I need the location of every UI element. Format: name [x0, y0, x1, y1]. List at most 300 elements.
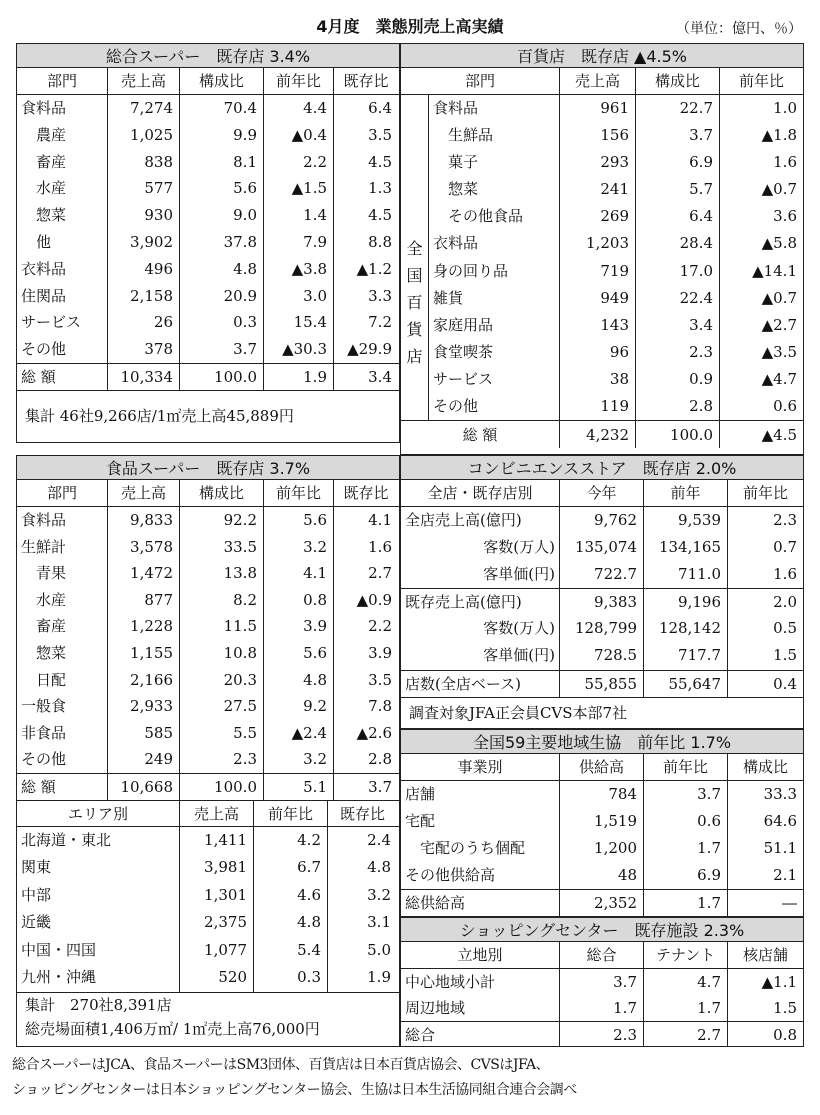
table-row	[17, 336, 399, 363]
table-cell: ▲0.7	[719, 176, 803, 203]
table-cell: 3.4	[635, 312, 719, 339]
table-cell: 585	[107, 720, 179, 747]
table-cell: 前年比	[727, 480, 803, 506]
table-cell: 1,155	[107, 640, 179, 667]
table-cell: 3.7	[635, 122, 719, 149]
table-cell: 128,799	[559, 615, 643, 642]
table-cell: 構成比	[179, 68, 263, 94]
table-row	[401, 588, 803, 615]
table-cell: ―	[727, 890, 803, 916]
table-cell: 100.0	[179, 364, 263, 390]
table-row	[401, 122, 803, 149]
table-cell: 構成比	[727, 754, 803, 780]
table-cell: 身の回り品	[433, 261, 509, 280]
table-row	[401, 534, 803, 561]
table-cell: 520	[179, 964, 253, 992]
table-cell: ▲0.7	[719, 285, 803, 312]
shopping-center-panel	[400, 917, 804, 1047]
table-cell: 22.7	[635, 95, 719, 122]
table-cell: 2.8	[635, 393, 719, 420]
table-cell: 1.9	[327, 964, 397, 992]
table-cell: 4.8	[253, 909, 327, 937]
table-cell: 1.7	[559, 995, 643, 1021]
table-cell: 1.6	[727, 561, 803, 588]
table-cell: 水産	[21, 590, 67, 609]
table-cell: 722.7	[559, 561, 643, 588]
table-cell: 畜産	[21, 152, 67, 171]
table-cell: 4.5	[333, 149, 398, 176]
table-row	[17, 229, 399, 256]
table-cell: 食堂喫茶	[433, 342, 494, 361]
table-cell: ▲3.5	[719, 339, 803, 366]
table-cell: 前年比	[719, 68, 803, 94]
table-row	[17, 854, 399, 882]
table-cell: 2.1	[727, 862, 803, 889]
table-cell: 33.5	[179, 534, 263, 561]
table-cell: 2.7	[333, 560, 398, 587]
table-row	[401, 149, 803, 176]
table-cell: 生鮮品	[433, 126, 494, 145]
cvs-note: 調査対象JFA正会員CVS本部7社	[401, 697, 803, 727]
table-cell: 1.6	[333, 534, 398, 561]
table-cell: ▲0.9	[333, 587, 398, 614]
table-row	[17, 640, 399, 667]
table-cell: 総合	[405, 1026, 436, 1044]
table-row	[17, 560, 399, 587]
table-cell: 134,165	[643, 534, 727, 561]
table-cell: 100.0	[179, 774, 263, 800]
table-cell: 64.6	[727, 808, 803, 835]
table-cell: 部門	[464, 72, 495, 90]
panel-header: ショッピングセンター 既存施設 2.3%	[401, 918, 803, 942]
table-cell: 5.7	[635, 176, 719, 203]
table-row	[17, 882, 399, 910]
table-cell: 1,472	[107, 560, 179, 587]
table-cell: 1.0	[719, 95, 803, 122]
table-cell: ▲1.5	[263, 175, 333, 202]
table-cell: 全店売上高(億円)	[405, 511, 522, 529]
supermarket-panel	[16, 455, 400, 1047]
table-cell: 4.7	[643, 969, 727, 995]
table-cell: 3.5	[333, 667, 398, 694]
table-cell: 他	[21, 232, 52, 251]
table-cell: 総合	[559, 942, 643, 968]
table-cell: 周辺地域	[405, 999, 466, 1017]
table-cell: 前年	[643, 480, 727, 506]
table-cell: 22.4	[635, 285, 719, 312]
table-row	[17, 95, 399, 122]
table-cell: 5.6	[263, 640, 333, 667]
unit-note: （単位：億円、％）	[676, 21, 802, 37]
table-cell: 惣菜	[21, 643, 67, 662]
table-cell: 4.4	[263, 95, 333, 122]
table-cell: 241	[559, 176, 635, 203]
table-cell: 0.9	[635, 366, 719, 393]
table-cell: 13.8	[179, 560, 263, 587]
panel-header: 全国59主要地域生協 前年比 1.7%	[401, 730, 803, 754]
table-row	[17, 68, 399, 95]
table-cell: 既存比	[333, 68, 398, 94]
table-cell: 総供給高	[405, 894, 466, 912]
table-cell: 住関品	[21, 286, 67, 305]
table-cell: 客単価(円)	[483, 565, 555, 584]
table-cell: 7.8	[333, 693, 398, 720]
table-cell: 15.4	[263, 309, 333, 336]
table-cell: 9,762	[559, 507, 643, 534]
table-cell: 水産	[21, 179, 67, 198]
table-row	[17, 909, 399, 937]
table-cell: テナント	[643, 942, 727, 968]
table-cell: 3.9	[333, 640, 398, 667]
table-cell: 949	[559, 285, 635, 312]
table-cell: 38	[559, 366, 635, 393]
table-cell: 5.0	[327, 937, 397, 965]
table-cell: 雑貨	[433, 288, 464, 307]
table-cell: 3.7	[643, 781, 727, 808]
table-cell: 378	[107, 336, 179, 363]
table-cell: ▲0.4	[263, 122, 333, 149]
table-cell: 5.1	[263, 774, 333, 800]
table-cell: サービス	[21, 313, 82, 332]
table-row	[17, 480, 399, 507]
vertical-char: 百	[406, 293, 423, 312]
panel-header: 総合スーパー 既存店 3.4%	[17, 44, 399, 68]
table-cell: 0.7	[727, 534, 803, 561]
table-cell: ▲1.2	[333, 256, 398, 283]
table-cell: ▲1.8	[719, 122, 803, 149]
table-cell: 143	[559, 312, 635, 339]
table-cell: 7.2	[333, 309, 398, 336]
table-cell: 総 額	[21, 367, 56, 386]
table-cell: 1,025	[107, 122, 179, 149]
table-cell: ▲2.4	[263, 720, 333, 747]
table-cell: 宅配のうち個配	[405, 839, 526, 857]
table-cell: 北海道・東北	[21, 830, 112, 849]
table-cell: 9.2	[263, 693, 333, 720]
table-cell: 8.8	[333, 229, 398, 256]
table-cell: ▲4.5	[719, 421, 803, 448]
table-cell: 9,196	[643, 589, 727, 615]
table-row	[401, 480, 803, 507]
table-cell: 0.6	[719, 393, 803, 420]
table-cell: 156	[559, 122, 635, 149]
table-cell: 今年	[559, 480, 643, 506]
table-row	[17, 363, 399, 390]
gms-note: 集計 46社9,266店/1㎡売上高45,889円	[17, 390, 399, 440]
table-cell: 0.4	[727, 671, 803, 697]
table-cell: 客数(万人)	[483, 538, 555, 557]
sm-note-2: 総売場面積1,406万㎡/ 1㎡売上高76,000円	[25, 1020, 320, 1039]
table-row	[401, 312, 803, 339]
table-cell: 4.5	[333, 202, 398, 229]
table-cell: 10,334	[107, 364, 179, 390]
table-cell: 関東	[21, 858, 52, 877]
coop-panel	[400, 729, 804, 917]
table-cell: 事業別	[457, 758, 503, 776]
table-cell: 2.8	[333, 746, 398, 773]
table-cell: 3.4	[333, 364, 398, 390]
table-row	[17, 175, 399, 202]
table-row	[401, 862, 803, 889]
table-cell: 7,274	[107, 95, 179, 122]
table-cell: 20.9	[179, 283, 263, 310]
table-cell: 55,855	[559, 671, 643, 697]
table-row	[401, 420, 803, 448]
table-cell: 9,539	[643, 507, 727, 534]
table-cell: 577	[107, 175, 179, 202]
table-row	[401, 285, 803, 312]
table-cell: 135,074	[559, 534, 643, 561]
table-cell: 6.7	[253, 854, 327, 882]
table-row	[17, 149, 399, 176]
table-cell: 8.1	[179, 149, 263, 176]
table-cell: 青果	[21, 564, 67, 583]
dept-vertical-label	[401, 95, 429, 421]
table-row	[401, 835, 803, 862]
table-cell: 0.5	[727, 615, 803, 642]
vertical-char: 国	[406, 266, 423, 285]
table-cell: 5.5	[179, 720, 263, 747]
table-cell: ▲2.7	[719, 312, 803, 339]
table-row	[401, 781, 803, 808]
table-cell: 1.9	[263, 364, 333, 390]
table-cell: 2,352	[559, 890, 643, 916]
table-cell: 3.2	[263, 534, 333, 561]
table-cell: 売上高	[179, 801, 253, 826]
table-cell: 3,981	[179, 854, 253, 882]
table-cell: 717.7	[643, 642, 727, 669]
table-cell: 17.0	[635, 258, 719, 285]
table-row	[17, 122, 399, 149]
table-cell: 5.4	[253, 937, 327, 965]
table-cell: 5.6	[179, 175, 263, 202]
table-cell: 宅配	[405, 812, 436, 830]
table-cell: 784	[559, 781, 643, 808]
table-cell: 100.0	[635, 421, 719, 448]
table-cell: 店数(全店ベース)	[405, 674, 521, 693]
table-cell: 2.3	[727, 507, 803, 534]
table-cell: 2,158	[107, 283, 179, 310]
table-row	[401, 642, 803, 669]
table-row	[401, 942, 803, 969]
table-cell: その他食品	[433, 207, 524, 226]
table-cell: 3.7	[333, 774, 398, 800]
table-row	[17, 746, 399, 773]
table-row	[17, 964, 399, 992]
table-cell: 8.2	[179, 587, 263, 614]
table-cell: 9.0	[179, 202, 263, 229]
table-row	[17, 256, 399, 283]
department-store-panel	[400, 43, 804, 455]
table-cell: 3.9	[263, 613, 333, 640]
table-cell: 1,200	[559, 835, 643, 862]
table-cell: 総 額	[21, 777, 56, 796]
table-row	[401, 969, 803, 995]
table-cell: 2.3	[635, 339, 719, 366]
table-cell: 55,647	[643, 671, 727, 697]
table-cell: 構成比	[179, 480, 263, 506]
table-cell: 惣菜	[21, 206, 67, 225]
table-cell: 3.1	[327, 909, 397, 937]
table-cell: 家庭用品	[433, 315, 494, 334]
table-row	[17, 667, 399, 694]
table-cell: 3.7	[179, 336, 263, 363]
table-row	[401, 754, 803, 781]
table-cell: 128,142	[643, 615, 727, 642]
table-cell: 全店・既存店別	[427, 484, 533, 502]
footer-line-1: 総合スーパーはJCA、食品スーパーはSM3団体、百貨店は日本百貨店協会、CVSはJFA、	[12, 1057, 550, 1073]
table-cell: 3.0	[263, 283, 333, 310]
table-cell: 構成比	[635, 68, 719, 94]
table-cell: 1.7	[643, 995, 727, 1021]
table-cell: ▲14.1	[719, 258, 803, 285]
table-cell: 既存比	[327, 801, 397, 826]
table-cell: 畜産	[21, 617, 67, 636]
table-cell: 1,228	[107, 613, 179, 640]
table-cell: 1.6	[719, 149, 803, 176]
table-row	[401, 230, 803, 257]
table-cell: 496	[107, 256, 179, 283]
table-row	[17, 827, 399, 855]
table-row	[401, 95, 803, 122]
table-cell: 店舗	[405, 785, 436, 803]
table-cell: 0.8	[727, 1022, 803, 1047]
table-row	[401, 670, 803, 697]
table-row	[401, 995, 803, 1021]
table-cell: 立地別	[457, 946, 503, 964]
table-cell: 249	[107, 746, 179, 773]
table-cell: 1,519	[559, 808, 643, 835]
sm-note-1: 集計 270社8,391店	[17, 992, 399, 1017]
table-cell: 930	[107, 202, 179, 229]
cvs-panel	[400, 455, 804, 729]
table-cell: 10.8	[179, 640, 263, 667]
table-cell: 961	[559, 95, 635, 122]
table-row	[401, 507, 803, 534]
table-cell: 2.2	[263, 149, 333, 176]
table-row	[401, 176, 803, 203]
table-cell: 33.3	[727, 781, 803, 808]
table-cell: 70.4	[179, 95, 263, 122]
table-cell: 3.5	[333, 122, 398, 149]
table-cell: 2.7	[643, 1022, 727, 1047]
table-cell: その他	[21, 340, 67, 359]
table-cell: 1,077	[179, 937, 253, 965]
table-cell: 28.4	[635, 230, 719, 257]
table-cell: 非食品	[21, 723, 67, 742]
table-cell: 一般食	[21, 697, 67, 716]
table-cell: 前年比	[263, 480, 333, 506]
table-cell: 2,375	[179, 909, 253, 937]
table-row	[401, 68, 803, 95]
table-cell: 農産	[21, 125, 67, 144]
table-cell: 9.9	[179, 122, 263, 149]
table-cell: 96	[559, 339, 635, 366]
table-cell: ▲30.3	[263, 336, 333, 363]
table-cell: 6.9	[635, 149, 719, 176]
table-row	[17, 283, 399, 310]
table-cell: サービス	[433, 369, 494, 388]
table-row	[17, 309, 399, 336]
table-cell: 3,578	[107, 534, 179, 561]
table-cell: 生鮮計	[21, 537, 67, 556]
table-cell: 11.5	[179, 613, 263, 640]
table-cell: 売上高	[107, 68, 179, 94]
table-row	[401, 615, 803, 642]
table-cell: エリア別	[67, 804, 128, 823]
vertical-char: 店	[406, 347, 423, 366]
table-cell: 0.8	[263, 587, 333, 614]
table-row	[401, 889, 803, 916]
table-cell: 食料品	[21, 511, 67, 529]
table-cell: 1.5	[727, 642, 803, 669]
table-row	[17, 534, 399, 561]
table-cell: 4.8	[327, 854, 397, 882]
table-cell: 293	[559, 149, 635, 176]
table-cell: 877	[107, 587, 179, 614]
table-cell: 中国・四国	[21, 940, 97, 959]
table-cell: 供給高	[559, 754, 643, 780]
table-cell: 7.9	[263, 229, 333, 256]
table-cell: 1,203	[559, 230, 635, 257]
table-cell: 838	[107, 149, 179, 176]
table-cell: ▲4.7	[719, 366, 803, 393]
table-cell: 食料品	[21, 99, 67, 117]
table-row	[17, 773, 399, 800]
table-cell: 中心地域小計	[405, 973, 496, 991]
table-cell: 4.6	[253, 882, 327, 910]
table-cell: 3,902	[107, 229, 179, 256]
table-cell: ▲2.6	[333, 720, 398, 747]
table-cell: 2.3	[559, 1022, 643, 1047]
table-cell: 719	[559, 258, 635, 285]
table-cell: 中部	[21, 885, 52, 904]
table-cell: 37.8	[179, 229, 263, 256]
table-cell: 1,301	[179, 882, 253, 910]
table-row	[401, 203, 803, 230]
table-row	[17, 507, 399, 534]
table-cell: 0.6	[643, 808, 727, 835]
table-cell: 2.3	[179, 746, 263, 773]
table-cell: ▲3.8	[263, 256, 333, 283]
table-row	[17, 800, 399, 827]
table-cell: 前年比	[643, 754, 727, 780]
table-cell: 菓子	[433, 153, 479, 172]
table-cell: 0.3	[179, 309, 263, 336]
table-cell: 前年比	[263, 68, 333, 94]
panel-header: コンビニエンスストア 既存店 2.0%	[401, 456, 803, 480]
table-cell: 1,411	[179, 827, 253, 855]
table-cell: 3.2	[263, 746, 333, 773]
table-cell: 売上高	[559, 68, 635, 94]
table-row	[401, 808, 803, 835]
table-cell: 4.1	[263, 560, 333, 587]
table-cell: 10,668	[107, 774, 179, 800]
table-row	[17, 720, 399, 747]
table-cell: 4.1	[333, 507, 398, 534]
panel-header: 食品スーパー 既存店 3.7%	[17, 456, 399, 480]
table-row	[401, 561, 803, 588]
table-cell: 4.8	[179, 256, 263, 283]
table-cell: 48	[559, 862, 643, 889]
table-cell: 2.2	[333, 613, 398, 640]
table-cell: 衣料品	[433, 234, 479, 253]
table-cell: 客数(万人)	[483, 619, 555, 638]
table-row	[17, 693, 399, 720]
table-cell: 4.8	[263, 667, 333, 694]
table-cell: 269	[559, 203, 635, 230]
table-cell: 3.7	[559, 969, 643, 995]
